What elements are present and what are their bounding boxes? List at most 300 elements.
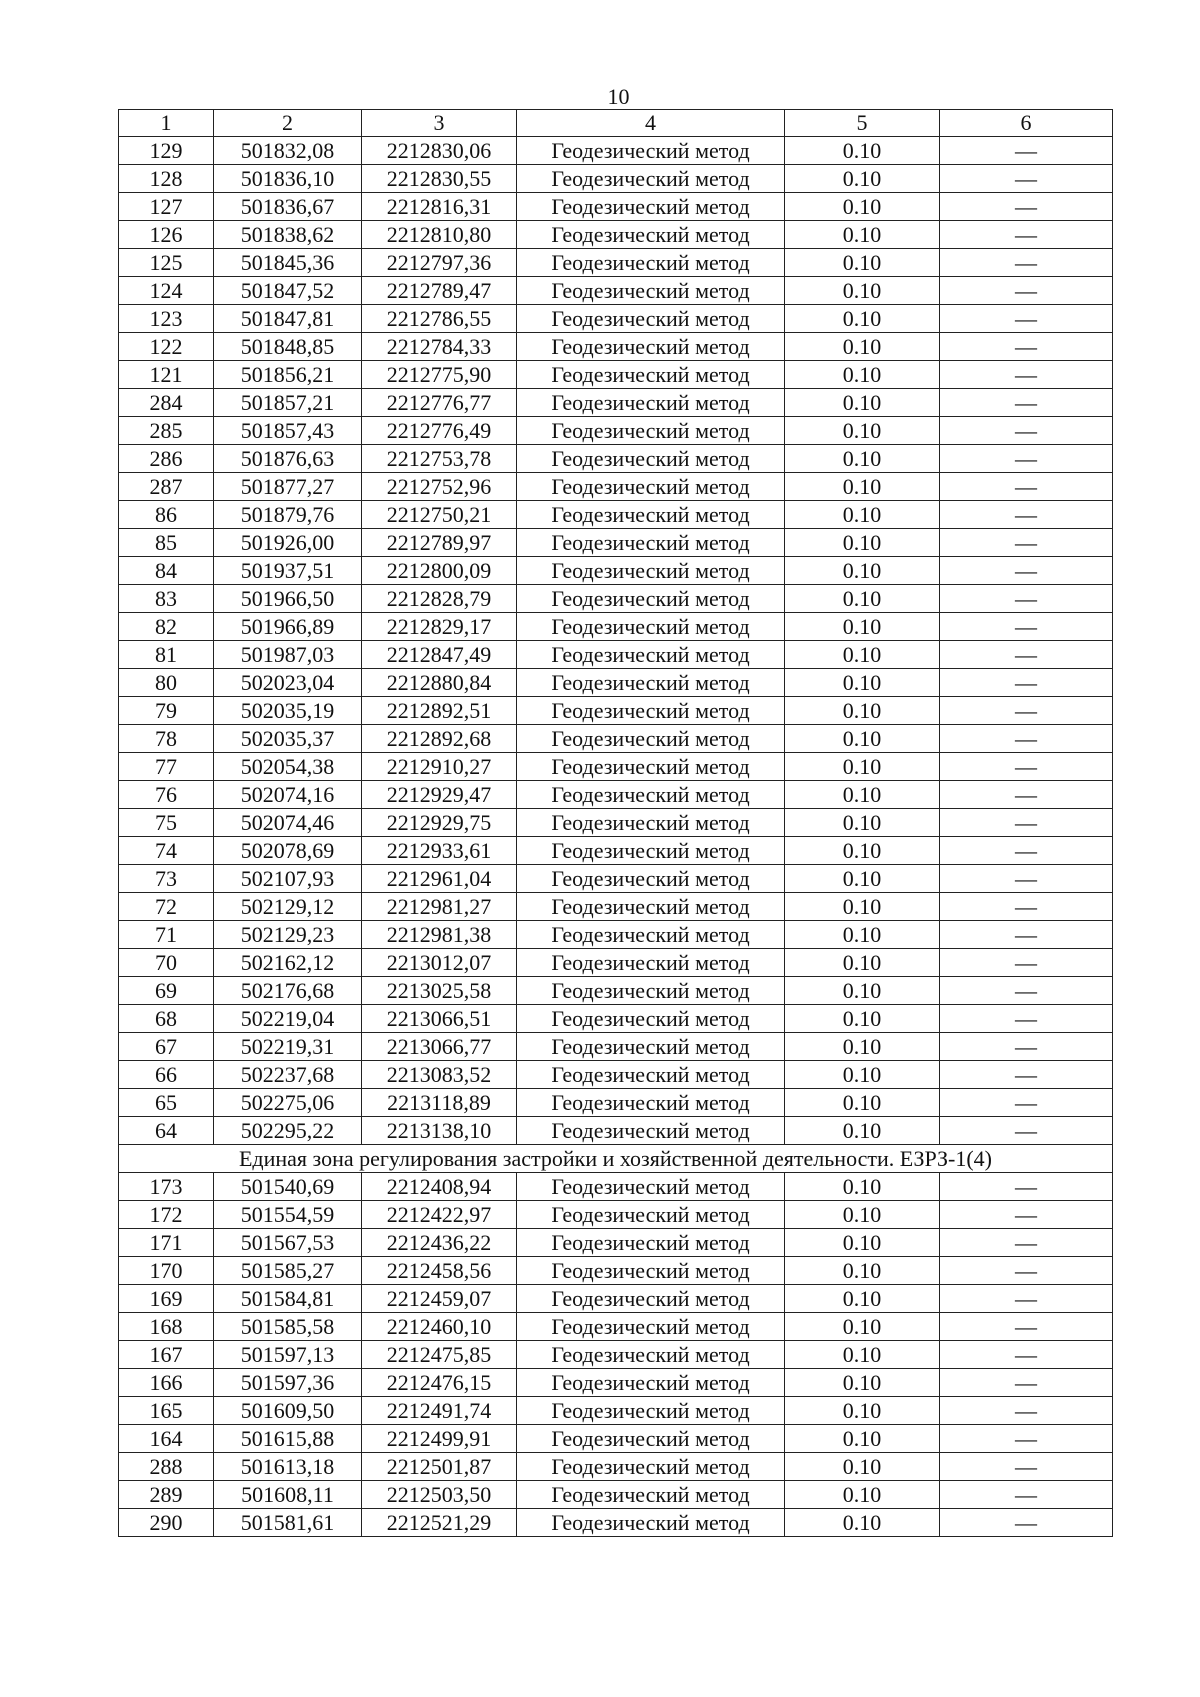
- table-cell: 2212752,96: [362, 473, 517, 501]
- table-cell: —: [940, 1397, 1113, 1425]
- table-cell: 79: [119, 697, 214, 725]
- table-cell: Геодезический метод: [517, 193, 785, 221]
- header-cell: 3: [362, 110, 517, 137]
- table-cell: 502275,06: [214, 1089, 362, 1117]
- table-cell: 0.10: [785, 949, 940, 977]
- table-cell: 2212476,15: [362, 1369, 517, 1397]
- table-cell: 77: [119, 753, 214, 781]
- header-cell: 4: [517, 110, 785, 137]
- table-cell: 71: [119, 921, 214, 949]
- table-cell: —: [940, 725, 1113, 753]
- table-cell: 501597,36: [214, 1369, 362, 1397]
- table-cell: 2213118,89: [362, 1089, 517, 1117]
- table-cell: Геодезический метод: [517, 1453, 785, 1481]
- table-row: [119, 137, 1113, 165]
- table-cell: Геодезический метод: [517, 641, 785, 669]
- table-cell: 501581,61: [214, 1509, 362, 1537]
- table-cell: 2212499,91: [362, 1425, 517, 1453]
- table-cell: 2212816,31: [362, 193, 517, 221]
- table-cell: 0.10: [785, 389, 940, 417]
- table-cell: 0.10: [785, 137, 940, 165]
- table-cell: 0.10: [785, 1201, 940, 1229]
- table-cell: 0.10: [785, 557, 940, 585]
- table-cell: 0.10: [785, 1033, 940, 1061]
- table-cell: 2212892,68: [362, 725, 517, 753]
- table-cell: Геодезический метод: [517, 1173, 785, 1201]
- table-cell: 502176,68: [214, 977, 362, 1005]
- table-cell: Геодезический метод: [517, 893, 785, 921]
- table-cell: Геодезический метод: [517, 1341, 785, 1369]
- table-cell: 0.10: [785, 1285, 940, 1313]
- table-cell: Геодезический метод: [517, 921, 785, 949]
- table-row: [119, 921, 1113, 949]
- table-cell: 84: [119, 557, 214, 585]
- table-cell: —: [940, 389, 1113, 417]
- table-cell: Геодезический метод: [517, 1201, 785, 1229]
- table-cell: Геодезический метод: [517, 277, 785, 305]
- table-cell: 81: [119, 641, 214, 669]
- table-cell: 501609,50: [214, 1397, 362, 1425]
- table-row: [119, 893, 1113, 921]
- table-cell: —: [940, 529, 1113, 557]
- table-cell: 166: [119, 1369, 214, 1397]
- table-cell: 2212910,27: [362, 753, 517, 781]
- header-cell: 6: [940, 110, 1113, 137]
- table-cell: 0.10: [785, 1229, 940, 1257]
- table-row: [119, 193, 1113, 221]
- table-cell: 501540,69: [214, 1173, 362, 1201]
- table-cell: —: [940, 361, 1113, 389]
- table-cell: 502219,31: [214, 1033, 362, 1061]
- table-cell: 2212829,17: [362, 613, 517, 641]
- table-cell: 501838,62: [214, 221, 362, 249]
- table-cell: 286: [119, 445, 214, 473]
- table-cell: —: [940, 137, 1113, 165]
- table-row: [119, 585, 1113, 613]
- table-cell: 75: [119, 809, 214, 837]
- table-cell: 2212503,50: [362, 1481, 517, 1509]
- table-row: [119, 501, 1113, 529]
- table-cell: Геодезический метод: [517, 417, 785, 445]
- table-cell: 0.10: [785, 333, 940, 361]
- table-cell: Геодезический метод: [517, 1117, 785, 1145]
- table-cell: —: [940, 1341, 1113, 1369]
- table-cell: 0.10: [785, 1453, 940, 1481]
- table-cell: Геодезический метод: [517, 781, 785, 809]
- table-cell: Геодезический метод: [517, 865, 785, 893]
- table-cell: 2212776,77: [362, 389, 517, 417]
- table-cell: 501847,81: [214, 305, 362, 333]
- table-cell: 2212961,04: [362, 865, 517, 893]
- table-row: [119, 417, 1113, 445]
- table-cell: 2212929,47: [362, 781, 517, 809]
- header-cell: 5: [785, 110, 940, 137]
- table-cell: 2212422,97: [362, 1201, 517, 1229]
- table-cell: 501613,18: [214, 1453, 362, 1481]
- table-cell: 2212501,87: [362, 1453, 517, 1481]
- table-cell: Геодезический метод: [517, 613, 785, 641]
- table-cell: 0.10: [785, 1061, 940, 1089]
- table-cell: 501585,58: [214, 1313, 362, 1341]
- table-cell: 124: [119, 277, 214, 305]
- table-cell: Геодезический метод: [517, 305, 785, 333]
- table-cell: —: [940, 1089, 1113, 1117]
- table-cell: Геодезический метод: [517, 389, 785, 417]
- table-cell: 2212830,55: [362, 165, 517, 193]
- table-cell: 2213138,10: [362, 1117, 517, 1145]
- table-cell: 502129,23: [214, 921, 362, 949]
- table-cell: 82: [119, 613, 214, 641]
- table-cell: 0.10: [785, 641, 940, 669]
- table-cell: 0.10: [785, 613, 940, 641]
- table-cell: Геодезический метод: [517, 585, 785, 613]
- table-cell: 73: [119, 865, 214, 893]
- table-cell: 0.10: [785, 249, 940, 277]
- table-cell: 0.10: [785, 1313, 940, 1341]
- table-cell: Геодезический метод: [517, 1257, 785, 1285]
- table-cell: —: [940, 249, 1113, 277]
- table-cell: 501876,63: [214, 445, 362, 473]
- table-cell: 2212981,27: [362, 893, 517, 921]
- table-cell: Геодезический метод: [517, 1089, 785, 1117]
- table-cell: 501857,21: [214, 389, 362, 417]
- table-cell: —: [940, 837, 1113, 865]
- table-cell: 76: [119, 781, 214, 809]
- table-row: [119, 389, 1113, 417]
- table-cell: 0.10: [785, 221, 940, 249]
- table-row: [119, 1173, 1113, 1201]
- table-cell: 0.10: [785, 809, 940, 837]
- table-cell: —: [940, 1173, 1113, 1201]
- table-cell: —: [940, 1033, 1113, 1061]
- table-cell: 501966,89: [214, 613, 362, 641]
- table-cell: 502054,38: [214, 753, 362, 781]
- table-cell: 2212784,33: [362, 333, 517, 361]
- table-cell: Геодезический метод: [517, 753, 785, 781]
- table-cell: 502023,04: [214, 669, 362, 697]
- table-cell: 2212847,49: [362, 641, 517, 669]
- header-cell: 1: [119, 110, 214, 137]
- table-cell: 2212436,22: [362, 1229, 517, 1257]
- table-cell: 0.10: [785, 837, 940, 865]
- table-cell: 501615,88: [214, 1425, 362, 1453]
- table-cell: 2212460,10: [362, 1313, 517, 1341]
- table-cell: 0.10: [785, 277, 940, 305]
- table-cell: Геодезический метод: [517, 165, 785, 193]
- table-cell: 502162,12: [214, 949, 362, 977]
- table-cell: —: [940, 893, 1113, 921]
- section-title: Единая зона регулирования застройки и хозяйственной деятельности. ЕЗРЗ-1(4): [119, 1145, 1113, 1173]
- table-cell: —: [940, 1229, 1113, 1257]
- table-cell: 0.10: [785, 529, 940, 557]
- table-cell: 2212828,79: [362, 585, 517, 613]
- table-cell: 289: [119, 1481, 214, 1509]
- table-cell: 168: [119, 1313, 214, 1341]
- table-cell: Геодезический метод: [517, 1285, 785, 1313]
- table-cell: 502295,22: [214, 1117, 362, 1145]
- page-number: 10: [607, 84, 630, 109]
- table-cell: 0.10: [785, 193, 940, 221]
- table-row: [119, 529, 1113, 557]
- table-cell: 501836,10: [214, 165, 362, 193]
- table-cell: 2212789,47: [362, 277, 517, 305]
- table-cell: 69: [119, 977, 214, 1005]
- table-cell: 501848,85: [214, 333, 362, 361]
- table-cell: —: [940, 1509, 1113, 1537]
- table-cell: —: [940, 1285, 1113, 1313]
- table-cell: 66: [119, 1061, 214, 1089]
- table-cell: 501856,21: [214, 361, 362, 389]
- table-cell: Геодезический метод: [517, 697, 785, 725]
- table-cell: Геодезический метод: [517, 1481, 785, 1509]
- table-row: [119, 221, 1113, 249]
- table-cell: 0.10: [785, 1257, 940, 1285]
- table-cell: Геодезический метод: [517, 1397, 785, 1425]
- table-cell: 80: [119, 669, 214, 697]
- table-cell: —: [940, 193, 1113, 221]
- table-cell: 501608,11: [214, 1481, 362, 1509]
- table-cell: —: [940, 501, 1113, 529]
- table-cell: 0.10: [785, 1005, 940, 1033]
- table-cell: 502035,19: [214, 697, 362, 725]
- table-cell: Геодезический метод: [517, 473, 785, 501]
- table-row: [119, 445, 1113, 473]
- table-cell: 0.10: [785, 1341, 940, 1369]
- table-cell: 2212786,55: [362, 305, 517, 333]
- table-cell: 167: [119, 1341, 214, 1369]
- table-cell: 72: [119, 893, 214, 921]
- table-cell: 121: [119, 361, 214, 389]
- table-cell: —: [940, 445, 1113, 473]
- table-row: [119, 837, 1113, 865]
- table-cell: 0.10: [785, 669, 940, 697]
- table-cell: —: [940, 1201, 1113, 1229]
- table-cell: —: [940, 585, 1113, 613]
- table-cell: 0.10: [785, 305, 940, 333]
- table-cell: —: [940, 1481, 1113, 1509]
- table-cell: 2212981,38: [362, 921, 517, 949]
- table-cell: Геодезический метод: [517, 837, 785, 865]
- table-cell: 0.10: [785, 165, 940, 193]
- table-cell: Геодезический метод: [517, 809, 785, 837]
- table-cell: —: [940, 333, 1113, 361]
- table-cell: —: [940, 977, 1113, 1005]
- table-cell: 290: [119, 1509, 214, 1537]
- table-row: [119, 249, 1113, 277]
- table-cell: —: [940, 949, 1113, 977]
- table-cell: Геодезический метод: [517, 1425, 785, 1453]
- table-cell: 501845,36: [214, 249, 362, 277]
- table-cell: 172: [119, 1201, 214, 1229]
- table-cell: 501966,50: [214, 585, 362, 613]
- table-cell: 2212491,74: [362, 1397, 517, 1425]
- table-cell: 501879,76: [214, 501, 362, 529]
- table-row: [119, 277, 1113, 305]
- table-cell: 288: [119, 1453, 214, 1481]
- table-cell: 501597,13: [214, 1341, 362, 1369]
- table-cell: 0.10: [785, 1397, 940, 1425]
- table-cell: 126: [119, 221, 214, 249]
- table-row: [119, 1005, 1113, 1033]
- table-cell: 502074,16: [214, 781, 362, 809]
- table-cell: 2212458,56: [362, 1257, 517, 1285]
- table-cell: 2212797,36: [362, 249, 517, 277]
- table-cell: Геодезический метод: [517, 501, 785, 529]
- table-cell: 0.10: [785, 1089, 940, 1117]
- table-cell: 2212789,97: [362, 529, 517, 557]
- table-cell: Геодезический метод: [517, 669, 785, 697]
- table-cell: 2212753,78: [362, 445, 517, 473]
- table-cell: 2212810,80: [362, 221, 517, 249]
- table-cell: —: [940, 1453, 1113, 1481]
- table-cell: Геодезический метод: [517, 725, 785, 753]
- table-cell: 70: [119, 949, 214, 977]
- table-cell: —: [940, 697, 1113, 725]
- table-cell: Геодезический метод: [517, 977, 785, 1005]
- table-cell: 501585,27: [214, 1257, 362, 1285]
- table-cell: 2212929,75: [362, 809, 517, 837]
- table-row: [119, 1117, 1113, 1145]
- table-cell: 65: [119, 1089, 214, 1117]
- table-cell: Геодезический метод: [517, 333, 785, 361]
- table-cell: 0.10: [785, 921, 940, 949]
- table-cell: 502237,68: [214, 1061, 362, 1089]
- table-row: [119, 669, 1113, 697]
- table-cell: Геодезический метод: [517, 1005, 785, 1033]
- table-cell: Геодезический метод: [517, 137, 785, 165]
- table-cell: 0.10: [785, 781, 940, 809]
- table-row: [119, 557, 1113, 585]
- table-cell: 83: [119, 585, 214, 613]
- table-row: [119, 165, 1113, 193]
- section-title-row: [119, 1145, 1113, 1173]
- table-cell: 502129,12: [214, 893, 362, 921]
- table-row: [119, 1509, 1113, 1537]
- table-cell: 284: [119, 389, 214, 417]
- table-cell: 501832,08: [214, 137, 362, 165]
- table-cell: Геодезический метод: [517, 1033, 785, 1061]
- table-row: [119, 333, 1113, 361]
- table-cell: 2212880,84: [362, 669, 517, 697]
- table-cell: —: [940, 1061, 1113, 1089]
- table-cell: —: [940, 277, 1113, 305]
- table-cell: —: [940, 1369, 1113, 1397]
- table-cell: 0.10: [785, 1481, 940, 1509]
- table-cell: 0.10: [785, 725, 940, 753]
- table-cell: 74: [119, 837, 214, 865]
- table-row: [119, 641, 1113, 669]
- table-cell: 165: [119, 1397, 214, 1425]
- table-cell: 129: [119, 137, 214, 165]
- table-cell: 171: [119, 1229, 214, 1257]
- table-cell: Геодезический метод: [517, 249, 785, 277]
- table-cell: 502107,93: [214, 865, 362, 893]
- table-cell: Геодезический метод: [517, 1061, 785, 1089]
- table-cell: 127: [119, 193, 214, 221]
- table-row: [119, 1481, 1113, 1509]
- table-cell: 2212892,51: [362, 697, 517, 725]
- table-row: [119, 1425, 1113, 1453]
- table-cell: 123: [119, 305, 214, 333]
- table-row: [119, 1369, 1113, 1397]
- table-cell: —: [940, 613, 1113, 641]
- table-cell: 501584,81: [214, 1285, 362, 1313]
- table-cell: Геодезический метод: [517, 529, 785, 557]
- table-cell: 164: [119, 1425, 214, 1453]
- table-cell: —: [940, 557, 1113, 585]
- table-cell: 501836,67: [214, 193, 362, 221]
- table-cell: 0.10: [785, 697, 940, 725]
- table-cell: 287: [119, 473, 214, 501]
- table-cell: 2212800,09: [362, 557, 517, 585]
- table-cell: Геодезический метод: [517, 445, 785, 473]
- table-cell: 502078,69: [214, 837, 362, 865]
- table-cell: 501857,43: [214, 417, 362, 445]
- table-cell: 0.10: [785, 417, 940, 445]
- table-cell: —: [940, 1257, 1113, 1285]
- table-cell: 501987,03: [214, 641, 362, 669]
- table-cell: 2212775,90: [362, 361, 517, 389]
- table-cell: 0.10: [785, 753, 940, 781]
- table-cell: Геодезический метод: [517, 1229, 785, 1257]
- table-row: [119, 1397, 1113, 1425]
- table-row: [119, 1453, 1113, 1481]
- table-row: [119, 361, 1113, 389]
- table-cell: 2213066,77: [362, 1033, 517, 1061]
- table-cell: 0.10: [785, 445, 940, 473]
- table-cell: 2213083,52: [362, 1061, 517, 1089]
- table-cell: 2212933,61: [362, 837, 517, 865]
- table-cell: 0.10: [785, 1173, 940, 1201]
- table-cell: 2212521,29: [362, 1509, 517, 1537]
- table-cell: —: [940, 1117, 1113, 1145]
- table-row: [119, 1257, 1113, 1285]
- table-cell: —: [940, 305, 1113, 333]
- table-row: [119, 865, 1113, 893]
- table-row: [119, 1341, 1113, 1369]
- table-row: [119, 977, 1113, 1005]
- table-cell: Геодезический метод: [517, 221, 785, 249]
- table-cell: —: [940, 753, 1113, 781]
- table-row: [119, 1201, 1113, 1229]
- table-cell: 78: [119, 725, 214, 753]
- table-cell: —: [940, 1425, 1113, 1453]
- table-cell: Геодезический метод: [517, 361, 785, 389]
- table-cell: 170: [119, 1257, 214, 1285]
- table-cell: 501567,53: [214, 1229, 362, 1257]
- table-cell: 0.10: [785, 1509, 940, 1537]
- table-row: [119, 1061, 1113, 1089]
- table-row: [119, 753, 1113, 781]
- table-row: [119, 1033, 1113, 1061]
- table-cell: 502074,46: [214, 809, 362, 837]
- table-cell: —: [940, 1313, 1113, 1341]
- table-row: [119, 1285, 1113, 1313]
- table-cell: 2213012,07: [362, 949, 517, 977]
- table-cell: 2212475,85: [362, 1341, 517, 1369]
- table-row: [119, 1229, 1113, 1257]
- table-cell: 0.10: [785, 501, 940, 529]
- table-row: [119, 725, 1113, 753]
- table-cell: 173: [119, 1173, 214, 1201]
- table-cell: 0.10: [785, 361, 940, 389]
- table-cell: 2213066,51: [362, 1005, 517, 1033]
- table-cell: —: [940, 165, 1113, 193]
- table-cell: 285: [119, 417, 214, 445]
- table-cell: 0.10: [785, 865, 940, 893]
- table-cell: —: [940, 221, 1113, 249]
- table-cell: Геодезический метод: [517, 1313, 785, 1341]
